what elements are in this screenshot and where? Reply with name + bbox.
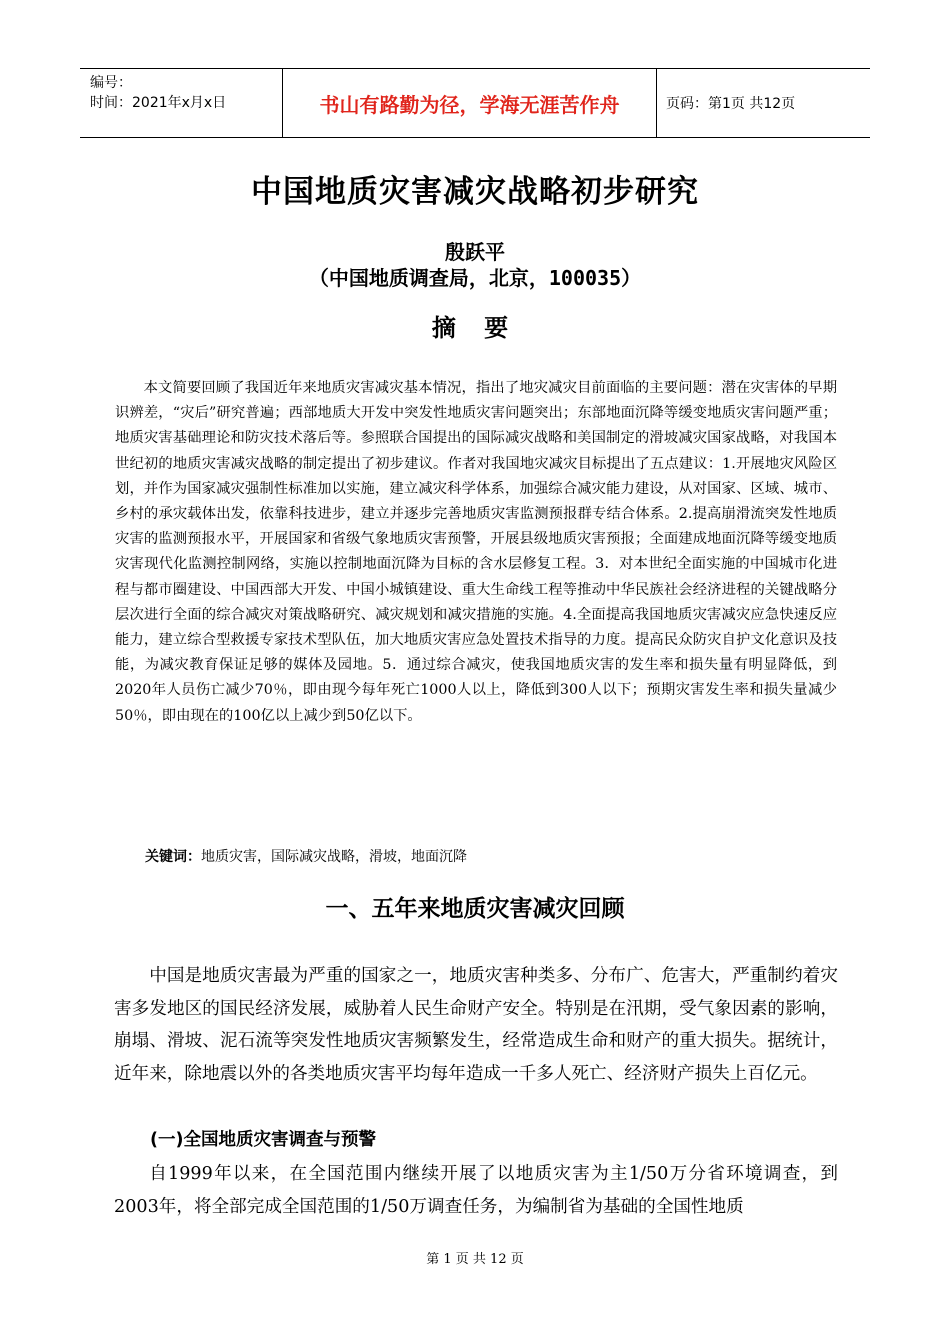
document-header — [80, 68, 870, 138]
keywords-line — [145, 846, 835, 866]
header-motto: 书山有路勤为径，学海无涯苦作舟 — [319, 92, 620, 117]
section-paragraph: 中国是地质灾害最为严重的国家之一，地质灾害种类多、分布广、危害大，严重制约着灾害多发地区的国民经济发展，威胁着人民生命财产安全。特别是在汛期，受气象因素的影响，崩塌、滑坡、泥石流等突发性地质灾害频繁发生，经常造成生命和财产的重大损失。据统计，近年来，除地震以外的各类地质灾害平均每年造成一千多人死亡、经济财产损失上百亿元。 — [114, 966, 838, 1084]
section-heading: 一、五年来地质灾害减灾回顾 — [325, 896, 625, 922]
subsection-heading: (一)全国地质灾害调查与预警 — [150, 1130, 376, 1150]
page-footer: 第 1 页 共 12 页 — [426, 1252, 524, 1267]
header-page-code: 页码：第1页 共12页 — [666, 96, 796, 112]
keywords-text: 地质灾害，国际减灾战略，滑坡，地面沉降 — [201, 849, 467, 865]
keywords-label: 关键词： — [145, 849, 201, 865]
header-divider — [656, 69, 657, 137]
subsection-paragraph: 自1999年以来，在全国范围内继续开展了以地质灾害为主1/50万分省环境调查，到2003年，将全部完成全国范围的1/50万调查任务，为编制省为基础的全国性地质 — [114, 1164, 838, 1217]
author-affiliation: （中国地质调查局，北京，100035） — [308, 266, 642, 290]
abstract-body: 本文简要回顾了我国近年来地质灾害减灾基本情况，指出了地灾减灾目前面临的主要问题：潜在灾害体的早期识辨差，“灾后”研究普遍；西部地质大开发中突发性地质灾害问题突出；东部地面沉降等缓变地质灾害问题严重；地质灾害基础理论和防灾技术落后等。参照联合国提出的国际减灾战略和美国制定的滑坡减灾国家战略，对我国本世纪初的地质灾害减灾战略的制定提出了初步建议。作者对我国地灾减灾目标提出了五点建议：1.开展地灾风险区划，并作为国家减灾强制性标准加以实施，建立减灾科学体系，加强综合减灾能力建设，从对国家、区域、城市、乡村的承灾载体出发，依靠科技进步，建立并逐步完善地质灾害监测预报群专结合体系。2.提高崩滑流突发性地质灾害的监测预报水平，开展国家和省级气象地质灾害预警，开展县级地质灾害预报；全面建成地面沉降等缓变地质灾害现代化监测控制网络，实施以控制地面沉降为目标的含水层修复工程。3．对本世纪全面实施的中国城市化进程与都市圈建设、中国西部大开发、中国小城镇建设、重大生命线工程等推动中华民族社会经济进程的关键战略分层次进行全面的综合减灾对策战略研究、减灾规划和减灾措施的实施。4.全面提高我国地质灾害减灾应急快速反应能力，建立综合型救援专家技术型队伍，加大地质灾害应急处置技术指导的力度。提高民众防灾自护文化意识及技能，为减灾教育保证足够的媒体及园地。5．通过综合减灾，使我国地质灾害的发生率和损失量有明显降低，到2020年人员伤亡减少70％，即由现今每年死亡1000人以上，降低到300人以下；预期灾害发生率和损失量减少50％，即由现在的100亿以上减少到50亿以下。 — [115, 380, 837, 724]
header-time-label: 时间：2021年x月x日 — [90, 95, 227, 111]
document-title: 中国地质灾害减灾战略初步研究 — [251, 174, 699, 210]
header-number-label: 编号： — [90, 75, 132, 91]
abstract-heading: 摘 要 — [431, 314, 519, 342]
header-meta — [90, 73, 280, 113]
author-name: 殷跃平 — [445, 240, 505, 264]
